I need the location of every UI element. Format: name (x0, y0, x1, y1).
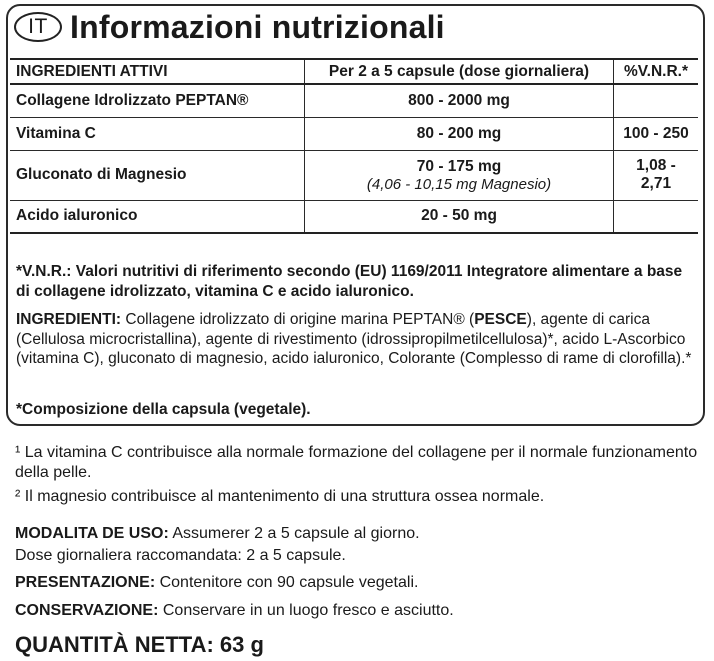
footnote-magnesium: ² Il magnesio contribuisce al mantenimento di una struttura ossea normale. (15, 488, 545, 505)
storage-label: CONSERVAZIONE: (15, 602, 159, 619)
ingredient-dose-cell (305, 150, 614, 200)
presentation-text: Contenitore con 90 capsule vegetali. (155, 574, 419, 591)
page-title: Informazioni nutrizionali (70, 8, 445, 45)
usage-section (15, 524, 705, 544)
usage-label: MODALITA DE USO: (15, 525, 169, 542)
ingredients-part-a: Collagene idrolizzato di origine marina PEPTAN® ( (121, 311, 475, 328)
vnr-note: *V.N.R.: Valori nutritivi di riferimento secondo (EU) 1169/2011 Integratore alimentare a base di collagene idrolizzato, vitamina C e acido ialuronico. (16, 263, 683, 300)
ingredients-label: INGREDIENTI: (16, 311, 122, 328)
ingredient-dose: 70 - 175 mg (416, 157, 502, 175)
capsule-note: *Composizione della capsula (vegetale). (16, 401, 311, 418)
ingredient-vnr: 100 - 250 (614, 117, 699, 150)
ingredient-dose-detail: (4,06 - 10,15 mg Magnesio) (366, 175, 552, 193)
column-header-ingredients: INGREDIENTI ATTIVI (10, 59, 305, 84)
table-row (10, 117, 698, 150)
table-row (10, 200, 698, 233)
ingredient-dose: 20 - 50 mg (305, 200, 614, 233)
ingredients-text (16, 310, 696, 369)
ingredient-name: Gluconato di Magnesio (10, 150, 305, 200)
usage-dose: Dose giornaliera raccomandata: 2 a 5 capsule. (15, 547, 346, 564)
ingredient-dose: 800 - 2000 mg (305, 84, 614, 117)
ingredient-dose: 80 - 200 mg (305, 117, 614, 150)
presentation-section (15, 573, 705, 593)
ingredient-vnr (614, 200, 699, 233)
table-header-row (10, 59, 698, 84)
ingredient-name: Acido ialuronico (10, 200, 305, 233)
ingredient-name: Vitamina C (10, 117, 305, 150)
storage-section (15, 601, 705, 621)
language-badge: IT (14, 12, 62, 42)
ingredient-vnr: 1,08 - 2,71 (614, 150, 699, 200)
presentation-label: PRESENTAZIONE: (15, 574, 156, 591)
column-header-dose: Per 2 a 5 capsule (dose giornaliera) (305, 59, 614, 84)
nutrition-table (10, 58, 698, 234)
table-row (10, 150, 698, 200)
column-header-vnr: %V.N.R.* (614, 59, 699, 84)
storage-text: Conservare in un luogo fresco e asciutto. (158, 602, 454, 619)
net-quantity: QUANTITÀ NETTA: 63 g (15, 632, 264, 657)
ingredients-part-b: ), agente di carica (Cellulosa microcristallina), agente di rivestimento (idrossipropilmetilcellulosa)*, acido L-Ascorbico (vitamina C), gluconato di magnesio, acido ialuronico, Colorante (Complesso di rame di clorofilla).* (16, 311, 692, 367)
usage-text: Assumerer 2 a 5 capsule al giorno. (168, 525, 420, 542)
ingredient-vnr (614, 84, 699, 117)
panel-header (14, 5, 445, 49)
footnote-vitamin-c: ¹ La vitamina C contribuisce alla normale formazione del collagene per il normale funzionamento della pelle. (15, 444, 698, 481)
allergen: PESCE (474, 311, 527, 328)
ingredient-name: Collagene Idrolizzato PEPTAN® (10, 84, 305, 117)
table-row (10, 84, 698, 117)
